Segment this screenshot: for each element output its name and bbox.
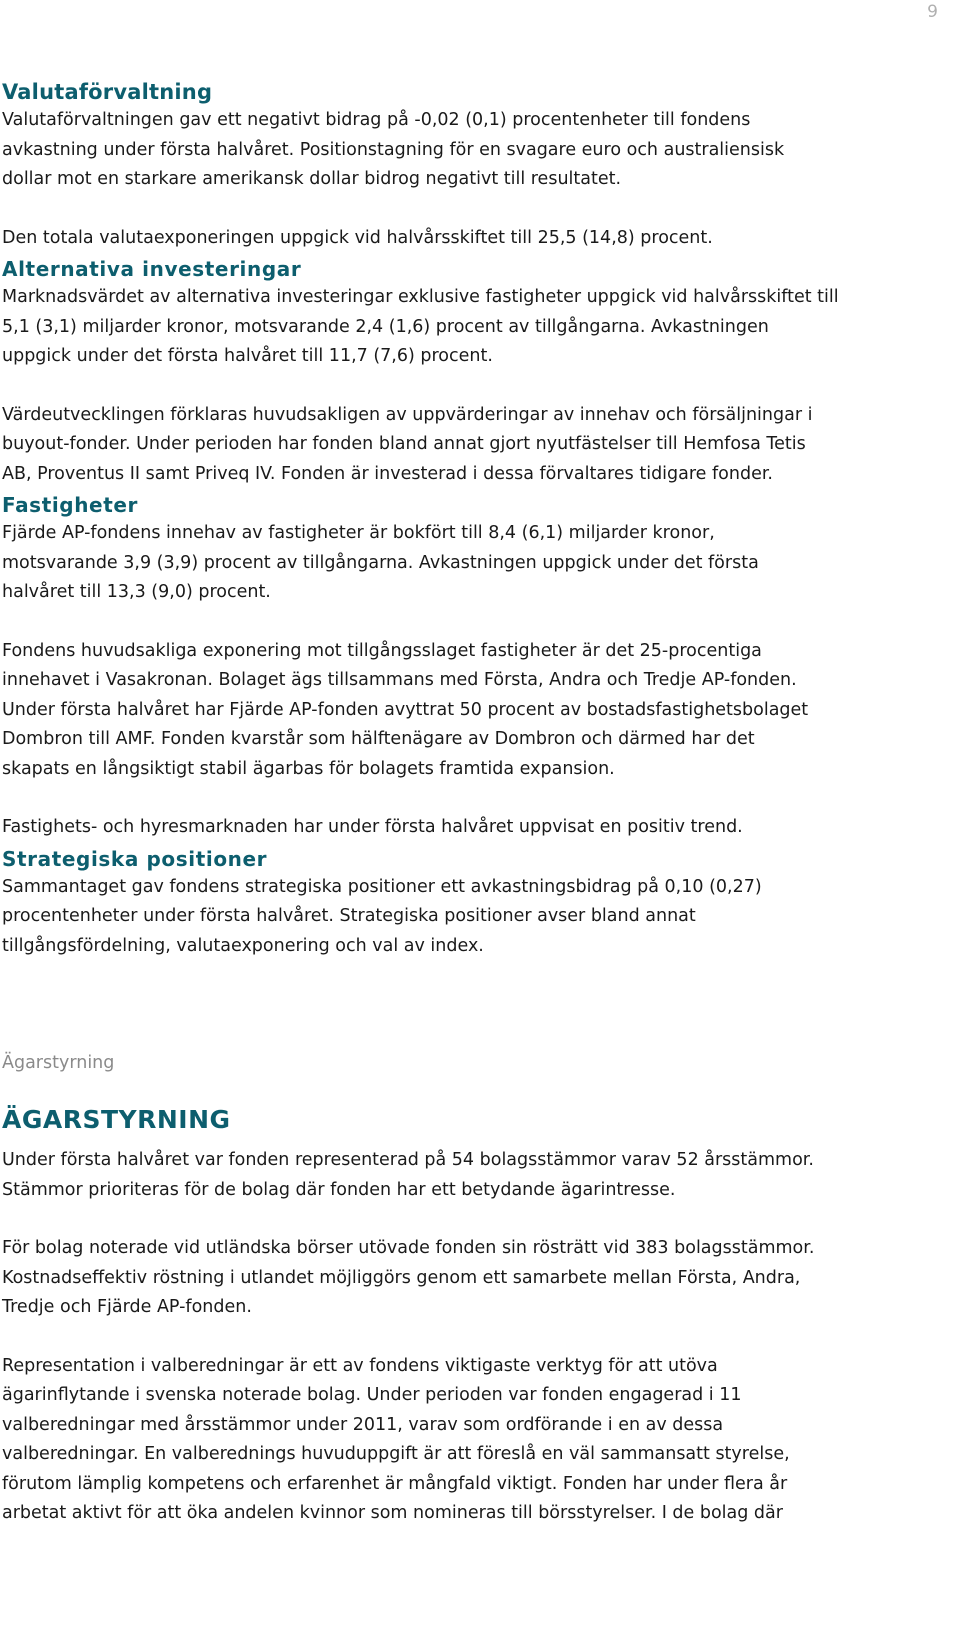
heading-alternativa-investeringar: Alternativa investeringar <box>2 257 302 281</box>
heading-strategiska-positioner: Strategiska positioner <box>2 846 268 871</box>
text-line: Under första halvåret var fonden representerad på 54 bolagsstämmor varav 52 årsstämmor. <box>2 1150 814 1170</box>
text-line: innehavet i Vasakronan. Bolaget ägs tillsammans med Första, Andra och Tredje AP-fonden. <box>2 670 797 690</box>
page-number: 9 <box>927 2 938 22</box>
heading-valutaforvaltning: Valutaförvaltning <box>2 80 213 104</box>
text-line: halvåret till 13,3 (9,0) procent. <box>2 582 271 602</box>
text-line: Kostnadseffektiv röstning i utlandet möjliggörs genom ett samarbete mellan Första, Andra, <box>2 1267 801 1288</box>
text-line: Sammantaget gav fondens strategiska positioner ett avkastningsbidrag på 0,10 (0,27) <box>2 876 762 897</box>
text-line: Dombron till AMF. Fonden kvarstår som hälftenägare av Dombron och därmed har det <box>2 729 755 749</box>
text-line: buyout-fonder. Under perioden har fonden bland annat gjort nyutfästelser till Hemfosa Tetis <box>2 434 806 454</box>
text-line: Värdeutvecklingen förklaras huvudsakligen av uppvärderingar av innehav och försäljningar i <box>2 404 813 425</box>
text-line: AB, Proventus II samt Priveq IV. Fonden är investerad i dessa förvaltares tidigare fonder. <box>2 463 773 484</box>
text-line: Fastighets- och hyresmarknaden har under första halvåret uppvisat en positiv trend. <box>2 817 743 837</box>
text-line: procentenheter under första halvåret. Strategiska positioner avser bland annat <box>2 906 696 926</box>
heading-fastigheter: Fastigheter <box>2 493 139 517</box>
text-line: Den totala valutaexponeringen uppgick vid halvårsskiftet till 25,5 (14,8) procent. <box>2 227 713 248</box>
page-title: ÄGARSTYRNING <box>2 1105 231 1134</box>
text-line: förutom lämplig kompetens och erfarenhet är mångfald viktigt. Fonden har under flera år <box>2 1473 788 1494</box>
breadcrumb: Ägarstyrning <box>2 1053 115 1073</box>
text-line: Stämmor prioriteras för de bolag där fonden har ett betydande ägarintresse. <box>2 1179 676 1200</box>
text-line: valberedningar med årsstämmor under 2011, varav som ordförande i en av dessa <box>2 1414 724 1435</box>
text-line: motsvarande 3,9 (3,9) procent av tillgångarna. Avkastningen uppgick under det första <box>2 552 759 573</box>
text-line: Fjärde AP-fondens innehav av fastigheter är bokfört till 8,4 (6,1) miljarder kronor, <box>2 523 715 543</box>
text-line: Marknadsvärdet av alternativa investeringar exklusive fastigheter uppgick vid halvårsskiftet till <box>2 287 839 307</box>
text-line: tillgångsfördelning, valutaexponering och val av index. <box>2 935 484 956</box>
text-line: Tredje och Fjärde AP-fonden. <box>2 1297 252 1317</box>
text-line: Under första halvåret har Fjärde AP-fonden avyttrat 50 procent av bostadsfastighetsbolaget <box>2 699 809 720</box>
text-line: 5,1 (3,1) miljarder kronor, motsvarande 2,4 (1,6) procent av tillgångarna. Avkastningen <box>2 316 769 337</box>
text-line: avkastning under första halvåret. Positionstagning för en svagare euro och australiensisk <box>2 139 785 160</box>
document-body <box>2 78 902 1529</box>
text-line: Representation i valberedningar är ett av fondens viktigaste verktyg för att utöva <box>2 1355 718 1376</box>
text-line: valberedningar. En valberednings huvuduppgift är att föreslå en väl sammansatt styrelse, <box>2 1444 790 1464</box>
text-line: För bolag noterade vid utländska börser utövade fonden sin rösträtt vid 383 bolagsstämmor. <box>2 1238 815 1258</box>
text-line: skapats en långsiktigt stabil ägarbas för bolagets framtida expansion. <box>2 758 615 779</box>
text-line: dollar mot en starkare amerikansk dollar bidrog negativt till resultatet. <box>2 169 622 189</box>
text-line: Fondens huvudsakliga exponering mot tillgångsslaget fastigheter är det 25-procentiga <box>2 640 762 661</box>
text-line: uppgick under det första halvåret till 11,7 (7,6) procent. <box>2 346 493 366</box>
text-line: arbetat aktivt för att öka andelen kvinnor som nomineras till börsstyrelser. I de bolag där <box>2 1503 783 1523</box>
text-line: ägarinflytande i svenska noterade bolag. Under perioden var fonden engagerad i 11 <box>2 1385 742 1405</box>
text-line: Valutaförvaltningen gav ett negativt bidrag på -0,02 (0,1) procentenheter till fondens <box>2 110 751 130</box>
